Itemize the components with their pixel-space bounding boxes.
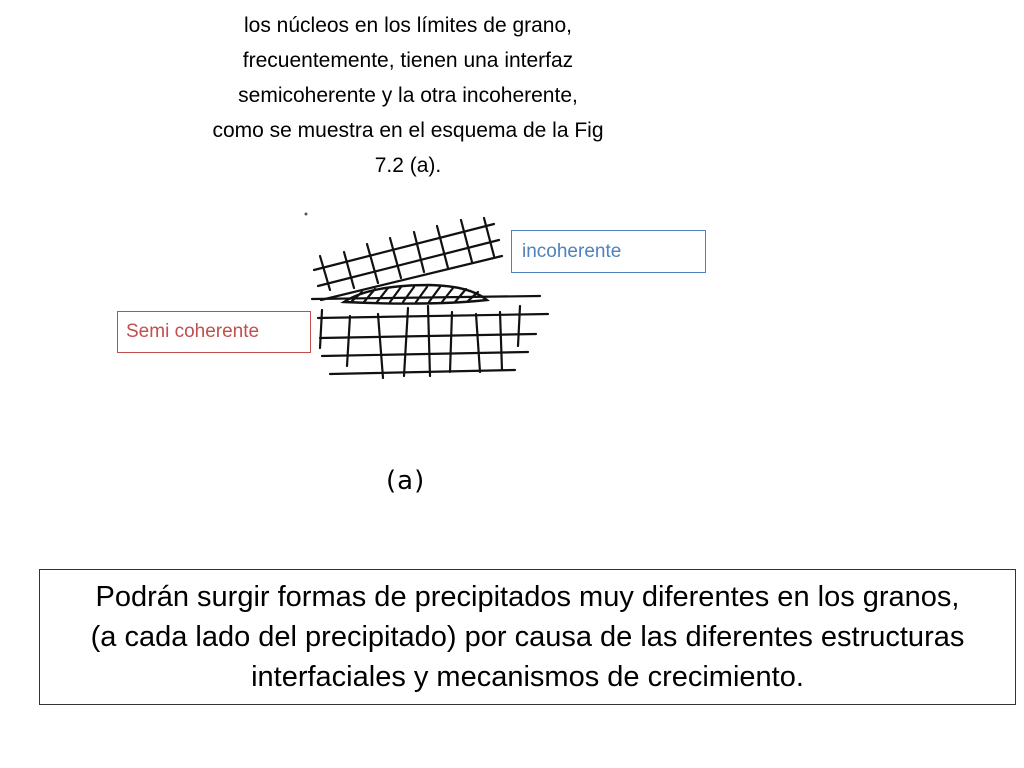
- precipitate-hatch: [390, 287, 401, 302]
- precipitate-hatch: [403, 287, 414, 302]
- precipitate-hatch: [416, 287, 427, 302]
- lower-grain-vertical: [476, 314, 480, 372]
- lower-grain-vertical: [450, 312, 452, 372]
- upper-grain-cross: [461, 220, 472, 262]
- upper-grain-cross: [437, 226, 448, 268]
- precipitate-hatch: [442, 288, 453, 302]
- upper-grain-cross: [367, 244, 378, 283]
- lower-grain-vertical: [320, 310, 322, 348]
- lower-grain-line: [330, 370, 515, 374]
- lower-grain-line: [318, 314, 548, 318]
- upper-grain-cross: [390, 238, 401, 278]
- lower-grain-line: [322, 352, 528, 356]
- lower-grain-vertical: [500, 312, 502, 370]
- label-semi-coherent: Semi coherente: [117, 311, 311, 353]
- precipitate-hatch: [455, 289, 466, 302]
- label-incoherent: incoherente: [511, 230, 706, 273]
- speck: [305, 213, 308, 216]
- upper-grain-cross: [414, 232, 424, 272]
- lower-grain-vertical: [518, 306, 520, 346]
- figure-label: (a): [386, 466, 426, 496]
- slide-top-text: los núcleos en los límites de grano, frecuentemente, tienen una interfaz semicoherente y la otra incoherente, como se muestra en el esquema de la Fig 7.2 (a).: [212, 14, 604, 177]
- precipitate-hatch: [429, 287, 440, 302]
- lower-grain-vertical: [404, 308, 408, 376]
- grain-boundary: [312, 296, 540, 299]
- upper-grain-cross: [344, 252, 354, 288]
- slide-bottom-text: Podrán surgir formas de precipitados muy diferentes en los granos, (a cada lado del precipitado) por causa de las diferentes estructuras interfaciales y mecanismos de crecimiento.: [39, 569, 1016, 705]
- lower-grain-vertical: [347, 316, 350, 366]
- lower-grain-vertical: [378, 314, 383, 378]
